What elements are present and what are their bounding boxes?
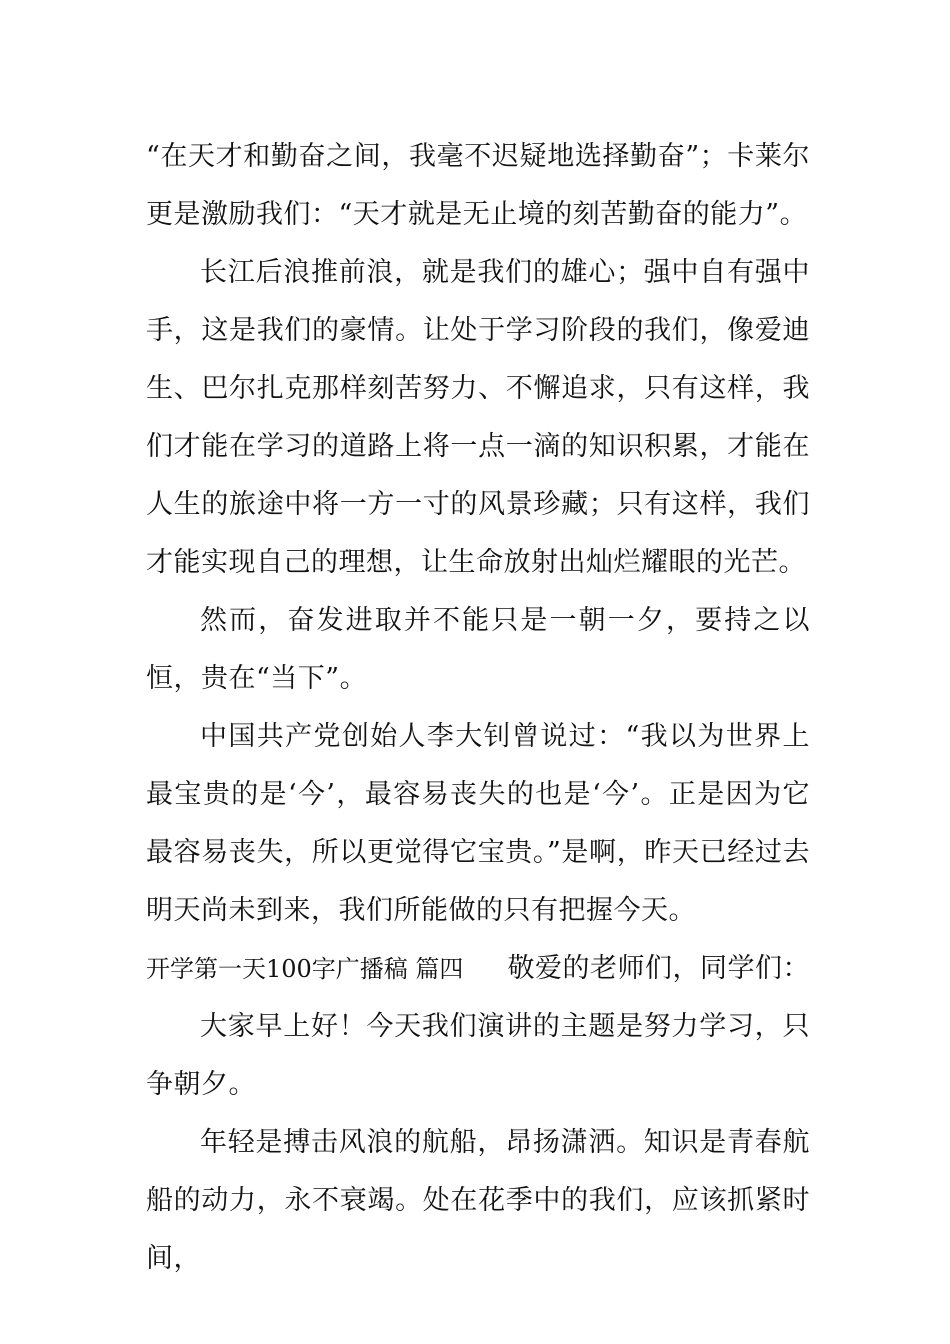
paragraph-persistence: 然而，奋发进取并不能只是一朝一夕，要持之以恒，贵在“当下”。 [146,605,810,694]
paragraph-li-dazhao-quote: 中国共产党创始人李大钊曾说过：“我以为世界上最宝贵的是‘今’，最容易丧失的也是‘今’。正是因为它最容易丧失，所以更觉得它宝贵。”是啊，昨天已经过去明天尚未到来，我们所能做的只有把握今天。 [146,721,810,926]
paragraph-ambition: 长江后浪推前浪，就是我们的雄心；强中自有强中手，这是我们的豪情。让处于学习阶段的我们，像爱迪生、巴尔扎克那样刻苦努力、不懈追求，只有这样，我们才能在学习的道路上将一点一滴的知识积累，才能在人生的旅途中将一方一寸的风景珍藏；只有这样，我们才能实现自己的理想，让生命放射出灿烂耀眼的光芒。 [146,257,810,578]
paragraph-carlyle-quote: “在天才和勤奋之间，我毫不迟疑地选择勤奋”；卡莱尔更是激励我们：“天才就是无止境的刻苦勤奋的能力”。 [146,141,810,230]
section-title: 开学第一天100字广播稿 篇四 [146,955,464,983]
document-body [146,128,810,1288]
section-greeting: 敬爱的老师们，同学们： [507,953,810,984]
paragraph-speech-theme: 大家早上好！今天我们演讲的主题是努力学习，只争朝夕。 [146,1011,810,1100]
section-heading [146,940,810,998]
paragraph-youth: 年轻是搏击风浪的航船，昂扬潇洒。知识是青春航船的动力，永不衰竭。处在花季中的我们，应该抓紧时间， [146,1127,810,1274]
